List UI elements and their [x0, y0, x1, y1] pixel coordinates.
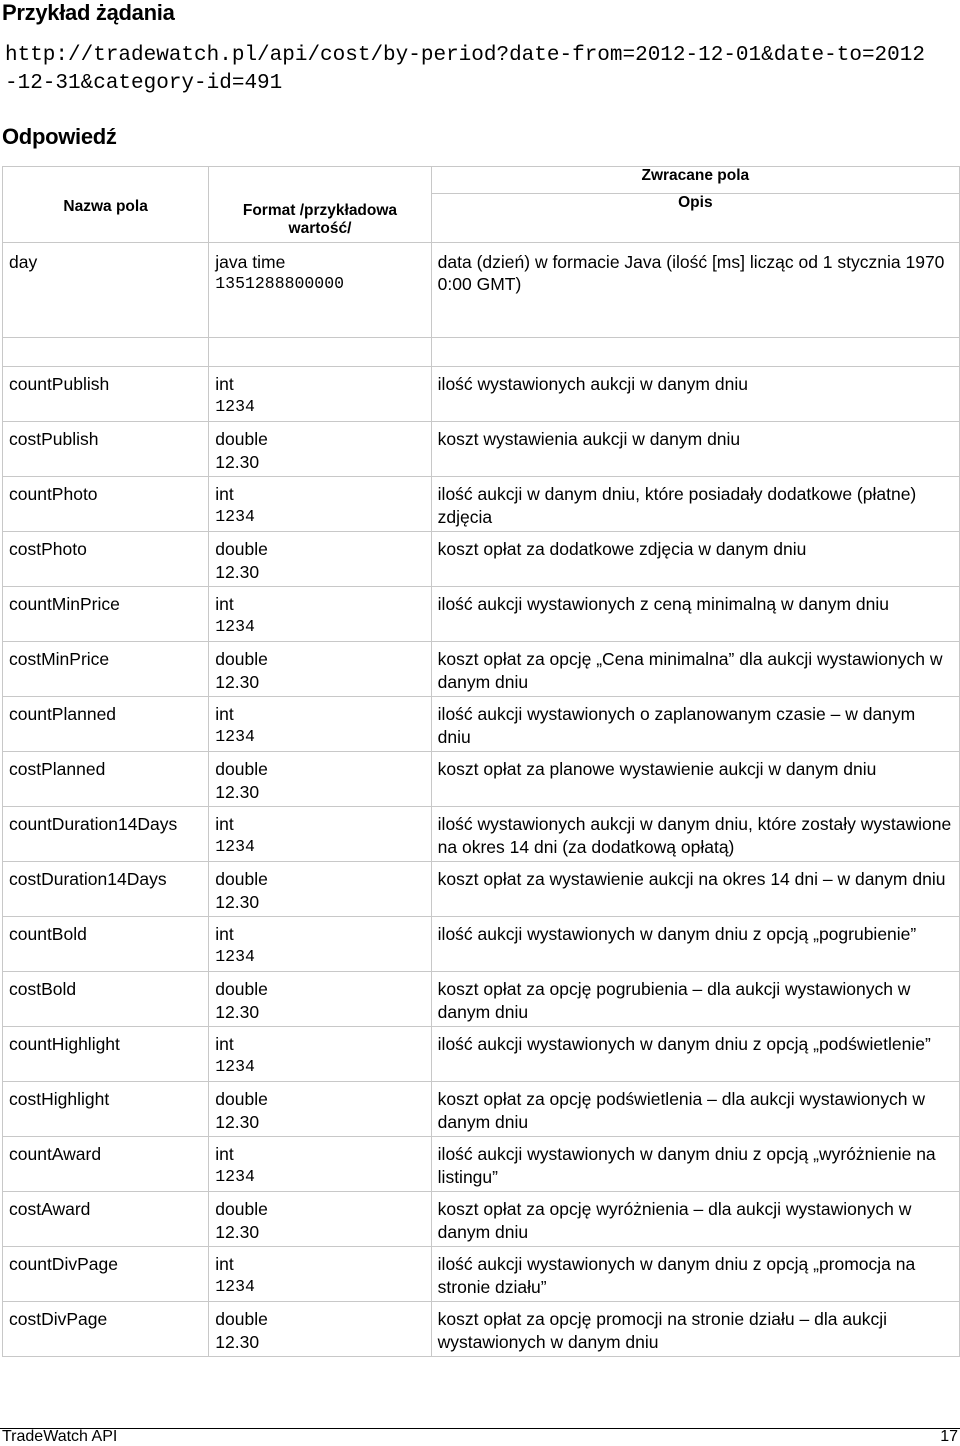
field-example: 1234 [215, 1276, 255, 1296]
field-format [209, 587, 431, 642]
field-name: countPlanned [3, 697, 209, 752]
field-type: double [215, 1309, 268, 1329]
col-header-name [3, 167, 209, 243]
field-format [209, 477, 431, 532]
field-name: countPhoto [3, 477, 209, 532]
field-name: costPlanned [3, 752, 209, 807]
field-example: 12.30 [215, 1111, 260, 1132]
field-type: double [215, 539, 268, 559]
field-desc: ilość aukcji wystawionych w danym dniu z opcją „pogrubienie” [431, 917, 959, 972]
table-spacer [3, 338, 960, 367]
field-type: int [215, 814, 234, 834]
field-name: costAward [3, 1192, 209, 1247]
field-example: 12.30 [215, 1331, 260, 1352]
table-row [3, 807, 960, 862]
group-header-label: Zwracane pola [641, 167, 750, 184]
field-desc: ilość aukcji wystawionych w danym dniu z opcją „wyróżnienie na listingu” [431, 1137, 959, 1192]
col-header-name-label: Nazwa pola [63, 198, 148, 215]
field-type: double [215, 869, 268, 889]
field-format [209, 807, 431, 862]
table-row [3, 697, 960, 752]
field-example: 12.30 [215, 1221, 260, 1242]
field-type: double [215, 1199, 268, 1219]
field-type: int [215, 594, 234, 614]
field-example: 1234 [215, 396, 255, 416]
table-row [3, 917, 960, 972]
field-format [209, 1192, 431, 1247]
field-format [209, 917, 431, 972]
field-example: 1234 [215, 506, 255, 526]
footer-divider [0, 1428, 960, 1429]
footer-doc-name: TradeWatch API [2, 1428, 118, 1445]
field-type: double [215, 759, 268, 779]
table-row [3, 587, 960, 642]
table-row [3, 972, 960, 1027]
field-desc: koszt opłat za opcję wyróżnienia – dla aukcji wystawionych w danym dniu [431, 1192, 959, 1247]
field-format [209, 972, 431, 1027]
field-desc: koszt opłat za opcję „Cena minimalna” dla aukcji wystawionych w danym dniu [431, 642, 959, 697]
field-name: countDuration14Days [3, 807, 209, 862]
request-url: http://tradewatch.pl/api/cost/by-period?date-from=2012-12-01&date-to=2012-12-31&category-id=491 [5, 44, 925, 95]
field-desc: data (dzień) w formacie Java (ilość [ms] licząc od 1 stycznia 1970 0:00 GMT) [431, 243, 959, 338]
fields-table [2, 166, 960, 1357]
field-name: countHighlight [3, 1027, 209, 1082]
field-desc: koszt opłat za opcję promocji na stronie działu – dla aukcji wystawionych w danym dniu [431, 1302, 959, 1357]
field-example: 12.30 [215, 891, 260, 912]
field-type: double [215, 649, 268, 669]
field-name: countPublish [3, 367, 209, 422]
table-row-day [3, 243, 960, 338]
field-example: 12.30 [215, 671, 260, 692]
field-desc: koszt opłat za dodatkowe zdjęcia w danym dniu [431, 532, 959, 587]
field-desc: ilość aukcji wystawionych o zaplanowanym czasie – w danym dniu [431, 697, 959, 752]
field-name: countBold [3, 917, 209, 972]
field-example: 1234 [215, 616, 255, 636]
field-desc: ilość wystawionych aukcji w danym dniu [431, 367, 959, 422]
field-desc: ilość wystawionych aukcji w danym dniu, które zostały wystawione na okres 14 dni (za dodatkową opłatą) [431, 807, 959, 862]
table-row [3, 422, 960, 477]
field-format [209, 1247, 431, 1302]
field-type: int [215, 484, 234, 504]
field-name: costPhoto [3, 532, 209, 587]
group-header [431, 167, 959, 194]
col-header-format-label: Format /przykładowa wartość/ [242, 202, 398, 237]
col-header-format [209, 167, 431, 243]
field-format [209, 1082, 431, 1137]
field-example: 1234 [215, 946, 255, 966]
table-row [3, 862, 960, 917]
field-format [209, 752, 431, 807]
field-example: 1234 [215, 1166, 255, 1186]
field-name: countMinPrice [3, 587, 209, 642]
table-row [3, 1247, 960, 1302]
footer-page-number: 17 [940, 1428, 958, 1445]
col-header-desc-label: Opis [678, 194, 713, 211]
field-type: int [215, 1034, 234, 1054]
field-example: 1234 [215, 836, 255, 856]
field-name: day [3, 243, 209, 338]
table-row [3, 642, 960, 697]
response-heading: Odpowiedź [2, 124, 117, 149]
field-desc: koszt wystawienia aukcji w danym dniu [431, 422, 959, 477]
field-name: costBold [3, 972, 209, 1027]
field-format [209, 862, 431, 917]
field-type: double [215, 429, 268, 449]
field-example: 1234 [215, 726, 255, 746]
field-example: 12.30 [215, 781, 260, 802]
table-row [3, 1302, 960, 1357]
field-example: 1351288800000 [215, 274, 345, 293]
field-example: 12.30 [215, 451, 260, 472]
field-type: java time [215, 252, 286, 272]
field-format [209, 642, 431, 697]
table-row [3, 752, 960, 807]
field-format [209, 532, 431, 587]
table-row [3, 532, 960, 587]
field-format [209, 367, 431, 422]
field-name: costMinPrice [3, 642, 209, 697]
field-desc: ilość aukcji w danym dniu, które posiadały dodatkowe (płatne) zdjęcia [431, 477, 959, 532]
field-type: int [215, 924, 234, 944]
field-type: int [215, 1144, 234, 1164]
field-format [209, 243, 431, 338]
table-row [3, 1137, 960, 1192]
col-header-desc [431, 194, 959, 243]
field-format [209, 1302, 431, 1357]
field-desc: ilość aukcji wystawionych w danym dniu z opcją „podświetlenie” [431, 1027, 959, 1082]
field-type: double [215, 1089, 268, 1109]
field-type: double [215, 979, 268, 999]
table-row [3, 1192, 960, 1247]
field-example: 12.30 [215, 1001, 260, 1022]
field-name: costHighlight [3, 1082, 209, 1137]
table-row [3, 1027, 960, 1082]
field-format [209, 1137, 431, 1192]
field-name: costDivPage [3, 1302, 209, 1357]
field-type: int [215, 1254, 234, 1274]
field-example: 1234 [215, 1056, 255, 1076]
field-name: countDivPage [3, 1247, 209, 1302]
field-desc: ilość aukcji wystawionych w danym dniu z opcją „promocja na stronie działu” [431, 1247, 959, 1302]
field-format [209, 697, 431, 752]
page-title: Przykład żądania [2, 0, 175, 25]
field-format [209, 1027, 431, 1082]
field-format [209, 422, 431, 477]
table-row [3, 477, 960, 532]
table-row [3, 1082, 960, 1137]
field-desc: koszt opłat za wystawienie aukcji na okres 14 dni – w danym dniu [431, 862, 959, 917]
field-desc: ilość aukcji wystawionych z ceną minimalną w danym dniu [431, 587, 959, 642]
field-example: 12.30 [215, 561, 260, 582]
field-name: costPublish [3, 422, 209, 477]
field-desc: koszt opłat za opcję pogrubienia – dla aukcji wystawionych w danym dniu [431, 972, 959, 1027]
field-type: int [215, 374, 234, 394]
field-desc: koszt opłat za planowe wystawienie aukcji w danym dniu [431, 752, 959, 807]
field-type: int [215, 704, 234, 724]
field-desc: koszt opłat za opcję podświetlenia – dla aukcji wystawionych w danym dniu [431, 1082, 959, 1137]
table-row [3, 367, 960, 422]
field-name: costDuration14Days [3, 862, 209, 917]
field-name: countAward [3, 1137, 209, 1192]
